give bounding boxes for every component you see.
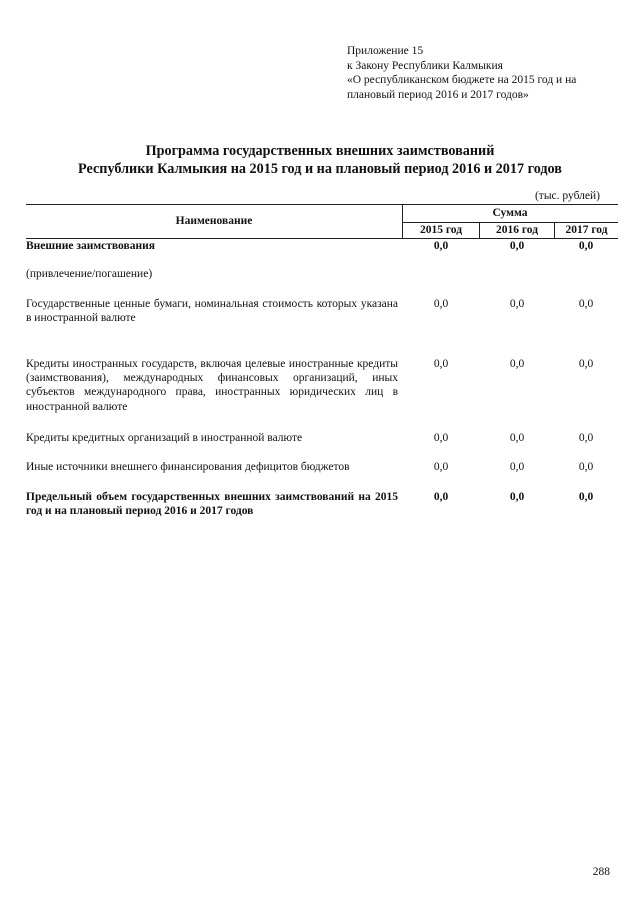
row-value-2016: 0,0 (509, 432, 525, 444)
header-year-2016: 2016 год (495, 224, 539, 236)
row-value-2017: 0,0 (578, 240, 594, 252)
row-value-2015: 0,0 (433, 432, 449, 444)
row-value-2017: 0,0 (578, 491, 594, 503)
row-value-2015: 0,0 (433, 491, 449, 503)
row-value-2017: 0,0 (578, 432, 594, 444)
appendix-line: плановый период 2016 и 2017 годов» (347, 88, 529, 101)
units-label: (тыс. рублей) (534, 190, 600, 202)
row-value-2016: 0,0 (509, 358, 525, 370)
page-number: 288 (592, 866, 610, 878)
row-value-2015: 0,0 (433, 240, 449, 252)
header-year-2015: 2015 год (419, 224, 463, 236)
appendix-line: к Закону Республики Калмыкия (347, 59, 503, 72)
row-value-2015: 0,0 (433, 298, 449, 310)
row-name: Кредиты кредитных организаций в иностранной валюте (26, 432, 303, 444)
row-value-2016: 0,0 (509, 298, 525, 310)
appendix-line: Приложение 15 (347, 45, 424, 57)
row-name: (привлечение/погашение) (26, 268, 153, 280)
header-year-2017: 2017 год (565, 224, 608, 236)
title-line-1: Программа государственных внешних заимствований (145, 143, 495, 159)
row-value-2015: 0,0 (433, 358, 449, 370)
table-header (26, 204, 618, 239)
row-value-2017: 0,0 (578, 358, 594, 370)
row-name: Предельный объем государственных внешних заимствований на 2015 год и на плановый период 2016 и 2017 годов (26, 491, 398, 518)
row-value-2016: 0,0 (509, 491, 525, 503)
document-title (0, 142, 640, 178)
appendix-note (347, 44, 627, 102)
header-name: Наименование (175, 215, 253, 227)
row-name: Внешние заимствования (26, 240, 155, 252)
row-name: Кредиты иностранных государств, включая целевые иностранные кредиты (заимствования), международных финансовых организаций, иных субъектов международного права, иностранных юридических лиц в иностранной валюте (26, 358, 398, 413)
title-line-2: Республики Калмыкия на 2015 год и на плановый период 2016 и 2017 годов (78, 161, 562, 177)
row-name: Государственные ценные бумаги, номинальная стоимость которых указана в иностранной валюте (26, 298, 398, 325)
row-name: Иные источники внешнего финансирования дефицитов бюджетов (26, 461, 350, 473)
header-sum: Сумма (492, 207, 528, 219)
row-value-2017: 0,0 (578, 461, 594, 473)
row-value-2017: 0,0 (578, 298, 594, 310)
appendix-line: «О республиканском бюджете на 2015 год и на (347, 74, 577, 86)
row-value-2015: 0,0 (433, 461, 449, 473)
row-value-2016: 0,0 (509, 461, 525, 473)
row-value-2016: 0,0 (509, 240, 525, 252)
